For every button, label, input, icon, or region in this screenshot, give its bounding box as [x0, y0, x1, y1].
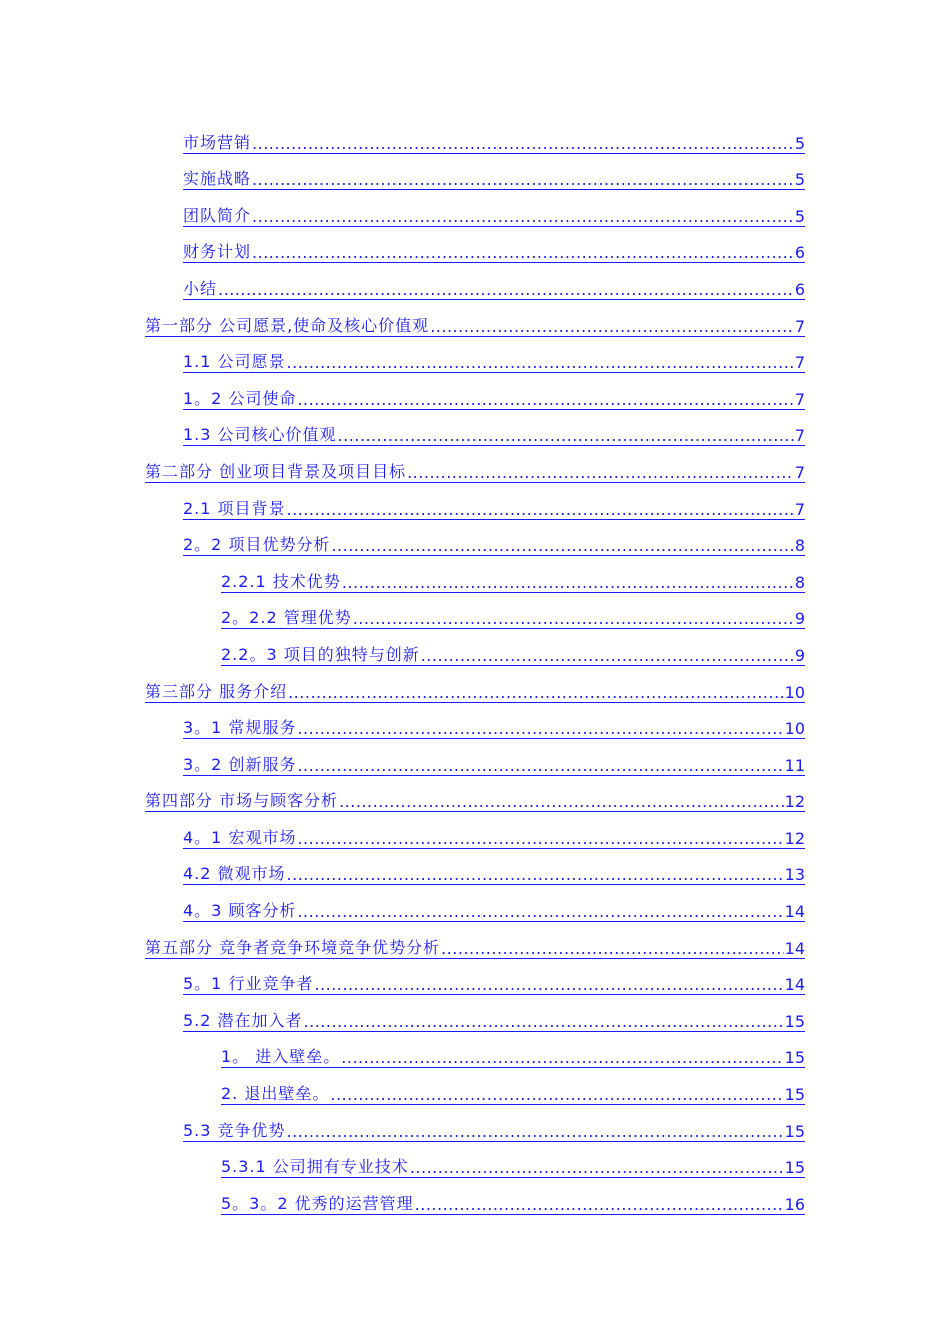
toc-dot-leader [287, 865, 784, 888]
toc-entry-title: 实施战略 [183, 169, 252, 189]
toc-entry-summary[interactable] [0, 266, 950, 303]
toc-dot-leader [297, 756, 783, 779]
toc-entry-title: 2。2.2 管理优势 [221, 608, 352, 628]
toc-entry-title: 第三部分 服务介绍 [145, 681, 288, 701]
toc-entry-2-1[interactable] [0, 486, 950, 523]
toc-page-number: 15 [784, 1048, 805, 1068]
toc-dot-leader [297, 829, 783, 852]
toc-entry-title: 第四部分 市场与顾客分析 [145, 791, 339, 811]
toc-entry-2-2-3[interactable] [0, 632, 950, 669]
toc-page-number: 7 [794, 316, 805, 336]
toc-dot-leader [341, 1048, 783, 1071]
toc-page-number: 9 [794, 609, 805, 629]
toc-dot-leader [331, 536, 793, 559]
toc-dot-leader [287, 500, 794, 523]
toc-page-number: 13 [784, 865, 805, 885]
toc-page-number: 11 [784, 755, 805, 775]
toc-entry-title: 2. 退出壁垒。 [221, 1084, 330, 1104]
toc-page-number: 15 [784, 1085, 805, 1105]
toc-entry-title: 团队简介 [183, 205, 252, 225]
toc-dot-leader [353, 609, 794, 632]
toc-entry-5-2[interactable] [0, 998, 950, 1035]
toc-page-number: 14 [784, 975, 805, 995]
toc-page-number: 15 [784, 1011, 805, 1031]
toc-dot-leader [252, 134, 794, 157]
toc-dot-leader [252, 170, 794, 193]
toc-dot-leader [252, 243, 794, 266]
toc-dot-leader [407, 463, 794, 486]
toc-entry-title: 市场营销 [183, 132, 252, 152]
toc-entry-title: 第五部分 竞争者竞争环境竞争优势分析 [145, 937, 441, 957]
toc-entry-title: 4。3 顾客分析 [183, 901, 297, 921]
toc-entry-title: 2。2 项目优势分析 [183, 535, 331, 555]
toc-entry-title: 第一部分 公司愿景,使命及核心价值观 [145, 315, 430, 335]
toc-page-number: 6 [794, 243, 805, 263]
toc-entry-3-2[interactable] [0, 742, 950, 779]
toc-page-number: 12 [784, 828, 805, 848]
toc-page-number: 16 [784, 1194, 805, 1214]
toc-dot-leader [252, 207, 794, 230]
toc-entry-4-1[interactable] [0, 815, 950, 852]
toc-entry-1-2[interactable] [0, 376, 950, 413]
toc-entry-part-4[interactable] [0, 779, 950, 816]
toc-page-number: 8 [794, 536, 805, 556]
toc-dot-leader [410, 1158, 784, 1181]
toc-page-number: 5 [794, 133, 805, 153]
toc-entry-2-2-1[interactable] [0, 559, 950, 596]
toc-entry-title: 4.2 微观市场 [183, 864, 286, 884]
toc-dot-leader [304, 1012, 784, 1035]
toc-entry-5-3-2[interactable] [0, 1181, 950, 1218]
toc-page-number: 15 [784, 1158, 805, 1178]
toc-page-number: 8 [794, 572, 805, 592]
toc-page-number: 7 [794, 353, 805, 373]
toc-entry-finance[interactable] [0, 230, 950, 267]
toc-dot-leader [297, 719, 783, 742]
toc-entry-title: 财务计划 [183, 242, 252, 262]
toc-entry-title: 1。2 公司使命 [183, 388, 297, 408]
toc-dot-leader [342, 573, 794, 596]
toc-dot-leader [297, 902, 783, 925]
toc-entry-title: 4。1 宏观市场 [183, 827, 297, 847]
toc-entry-4-2[interactable] [0, 852, 950, 889]
toc-entry-2-2[interactable] [0, 523, 950, 560]
toc-page-number: 7 [794, 499, 805, 519]
toc-entry-title: 5.3 竞争优势 [183, 1120, 286, 1140]
toc-entry-5-3-1[interactable] [0, 1145, 950, 1182]
toc-page-number: 15 [784, 1121, 805, 1141]
toc-page-number: 7 [794, 426, 805, 446]
toc-page-number: 12 [784, 792, 805, 812]
toc-dot-leader [430, 317, 794, 340]
toc-dot-leader [421, 646, 794, 669]
toc-entry-5-3[interactable] [0, 1108, 950, 1145]
toc-page-number: 14 [784, 902, 805, 922]
toc-entry-5-2-barrier-exit[interactable] [0, 1071, 950, 1108]
toc-entry-5-2-barrier-entry[interactable] [0, 1035, 950, 1072]
toc-page-number: 9 [794, 645, 805, 665]
toc-dot-leader [441, 939, 784, 962]
toc-dot-leader [218, 280, 794, 303]
toc-page-number: 10 [784, 719, 805, 739]
toc-entry-title: 1.1 公司愿景 [183, 352, 286, 372]
toc-entry-title: 第二部分 创业项目背景及项目目标 [145, 461, 407, 481]
table-of-contents [0, 120, 950, 1218]
toc-dot-leader [288, 683, 784, 706]
toc-page-number: 6 [794, 279, 805, 299]
toc-entry-5-1[interactable] [0, 962, 950, 999]
toc-entry-title: 2.1 项目背景 [183, 498, 286, 518]
toc-dot-leader [287, 1122, 784, 1145]
toc-dot-leader [287, 353, 794, 376]
toc-entry-strategy[interactable] [0, 157, 950, 194]
toc-dot-leader [314, 975, 783, 998]
toc-entry-title: 5.2 潜在加入者 [183, 1010, 303, 1030]
toc-entry-title: 3。1 常规服务 [183, 718, 297, 738]
toc-entry-title: 5.3.1 公司拥有专业技术 [221, 1157, 409, 1177]
toc-entry-title: 小结 [183, 278, 218, 298]
toc-entry-1-1[interactable] [0, 340, 950, 377]
toc-page-number: 7 [794, 462, 805, 482]
toc-dot-leader [415, 1195, 784, 1218]
toc-dot-leader [339, 792, 784, 815]
toc-entry-4-3[interactable] [0, 888, 950, 925]
toc-entry-part-1[interactable] [0, 303, 950, 340]
toc-page-number: 5 [794, 170, 805, 190]
toc-entry-title: 5。3。2 优秀的运营管理 [221, 1193, 414, 1213]
toc-entry-title: 5。1 行业竞争者 [183, 974, 314, 994]
toc-entry-3-1[interactable] [0, 706, 950, 743]
toc-page-number: 7 [794, 389, 805, 409]
toc-entry-title: 2.2.1 技术优势 [221, 571, 341, 591]
toc-entry-2-2-2[interactable] [0, 596, 950, 633]
toc-dot-leader [338, 426, 794, 449]
toc-entry-team[interactable] [0, 193, 950, 230]
toc-entry-1-3[interactable] [0, 413, 950, 450]
toc-page-number: 5 [794, 206, 805, 226]
toc-entry-title: 3。2 创新服务 [183, 754, 297, 774]
toc-entry-title: 1.3 公司核心价值观 [183, 425, 337, 445]
toc-entry-title: 2.2。3 项目的独特与创新 [221, 644, 420, 664]
toc-entry-marketing[interactable] [0, 120, 950, 157]
toc-entry-title: 1。 进入壁垒。 [221, 1047, 341, 1067]
toc-dot-leader [297, 390, 793, 413]
toc-page-number: 14 [784, 938, 805, 958]
toc-entry-part-2[interactable] [0, 449, 950, 486]
toc-page-number: 10 [784, 682, 805, 702]
toc-dot-leader [330, 1085, 783, 1108]
toc-entry-part-3[interactable] [0, 669, 950, 706]
toc-entry-part-5[interactable] [0, 925, 950, 962]
